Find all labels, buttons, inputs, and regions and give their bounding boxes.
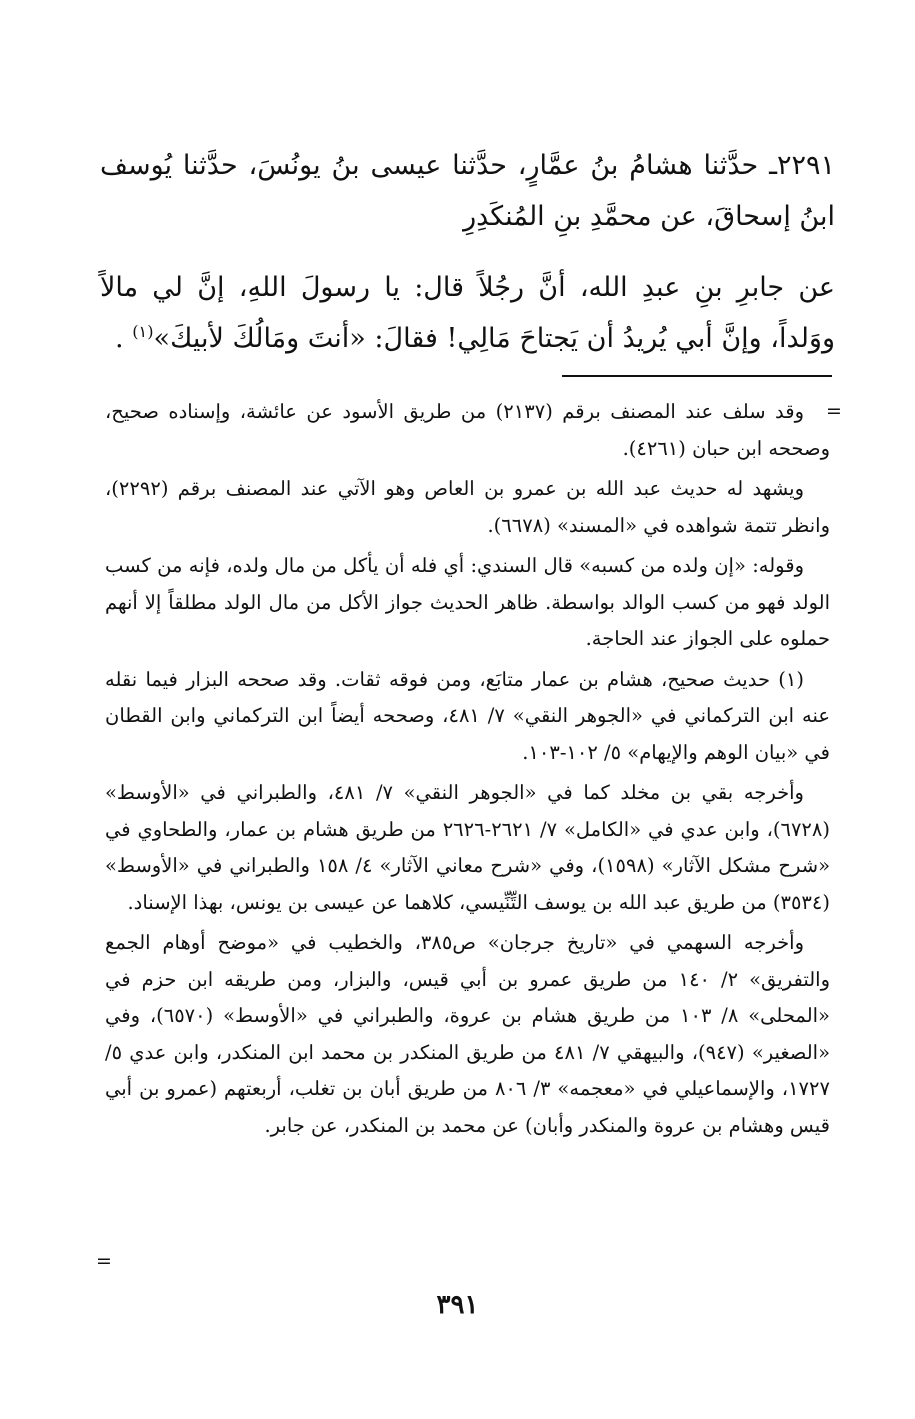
footnote-separator [562,375,832,377]
footnote-paragraph: وقد سلف عند المصنف برقم (٢١٣٧) من طريق الأسود عن عائشة، وإسناده صحيح، وصححه ابن حبان (٤٢٦١). [105,400,830,460]
continuation-mark-top: = [826,400,842,422]
continuation-mark-bottom: = [96,1250,112,1272]
footnotes-section [105,394,830,1148]
hadith-matn [100,262,835,364]
page-number: ٣٩١ [436,1290,479,1320]
hadith-matn-end: . [115,323,133,354]
hadith-isnad: ٢٢٩١ـ حدَّثنا هشامُ بنُ عمَّارٍ، حدَّثنا عيسى بنُ يونُسَ، حدَّثنا يُوسف ابنُ إسحاقَ، عن محمَّدِ بنِ المُنكَدِرِ [100,150,835,232]
hadith-matn-text: عن جابرِ بنِ عبدِ الله، أنَّ رجُلاً قال: يا رسولَ اللهِ، إنَّ لي مالاً ووَلداً، وإنَّ أبي يُريدُ أن يَجتاحَ مَالِي! فقالَ: «أنتَ ومَالُكَ لأبيكَ» [100,272,835,354]
footnote-paragraph: وأخرجه بقي بن مخلد كما في «الجوهر النقي» ٧/ ٤٨١، والطبراني في «الأوسط» (٦٧٢٨)، وابن عدي في «الكامل» ٧/ ٢٦٢١-٢٦٢٦ من طريق هشام بن عمار، والطحاوي في «شرح مشكل الآثار» (١٥٩٨)، وفي «شرح معاني الآثار» ٤/ ١٥٨ والطبراني في «الأوسط» (٣٥٣٤) من طريق عبد الله بن يوسف التِّنِّيسي، كلاهما عن عيسى بن يونس، بهذا الإسناد. [105,781,830,914]
footnote-paragraph: وأخرجه السهمي في «تاريخ جرجان» ص٣٨٥، والخطيب في «موضح أوهام الجمع والتفريق» ٢/ ١٤٠ من طريق عمرو بن أبي قيس، والبزار، ومن طريقه ابن حزم في «المحلى» ٨/ ١٠٣ من طريق هشام بن عروة، والطبراني في «الأوسط» (٦٥٧٠)، وفي «الصغير» (٩٤٧)، والبيهقي ٧/ ٤٨١ من طريق المنكدر بن محمد ابن المنكدر، وابن عدي ٥/ ١٧٢٧، والإسماعيلي في «معجمه» ٣/ ٨٠٦ من طريق أبان بن تغلب، أربعتهم (عمرو بن أبي قيس وهشام بن عروة والمنكدر وأبان) عن محمد بن المنكدر، عن جابر. [105,931,830,1137]
footnote-paragraph: ويشهد له حديث عبد الله بن عمرو بن العاص وهو الآتي عند المصنف برقم (٢٢٩٢)، وانظر تتمة شواهده في «المسند» (٦٦٧٨). [105,477,830,537]
footnote-paragraph: (١) حديث صحيح، هشام بن عمار متابَع، ومن فوقه ثقات. وقد صححه البزار فيما نقله عنه ابن التركماني في «الجوهر النقي» ٧/ ٤٨١، وصححه أيضاً ابن التركماني وابن القطان في «بيان الوهم والإيهام» ٥/ ١٠٢-١٠٣. [105,667,830,764]
footnote-reference: (١) [132,322,154,341]
footnote-paragraph: وقوله: «إن ولده من كسبه» قال السندي: أي فله أن يأكل من مال ولده، فإنه من كسب الولد فهو من كسب الوالد بواسطة. ظاهر الحديث جواز الأكل من مال الولد مطلقاً إلا أنهم حملوه على الجواز عند الحاجة. [105,554,830,650]
